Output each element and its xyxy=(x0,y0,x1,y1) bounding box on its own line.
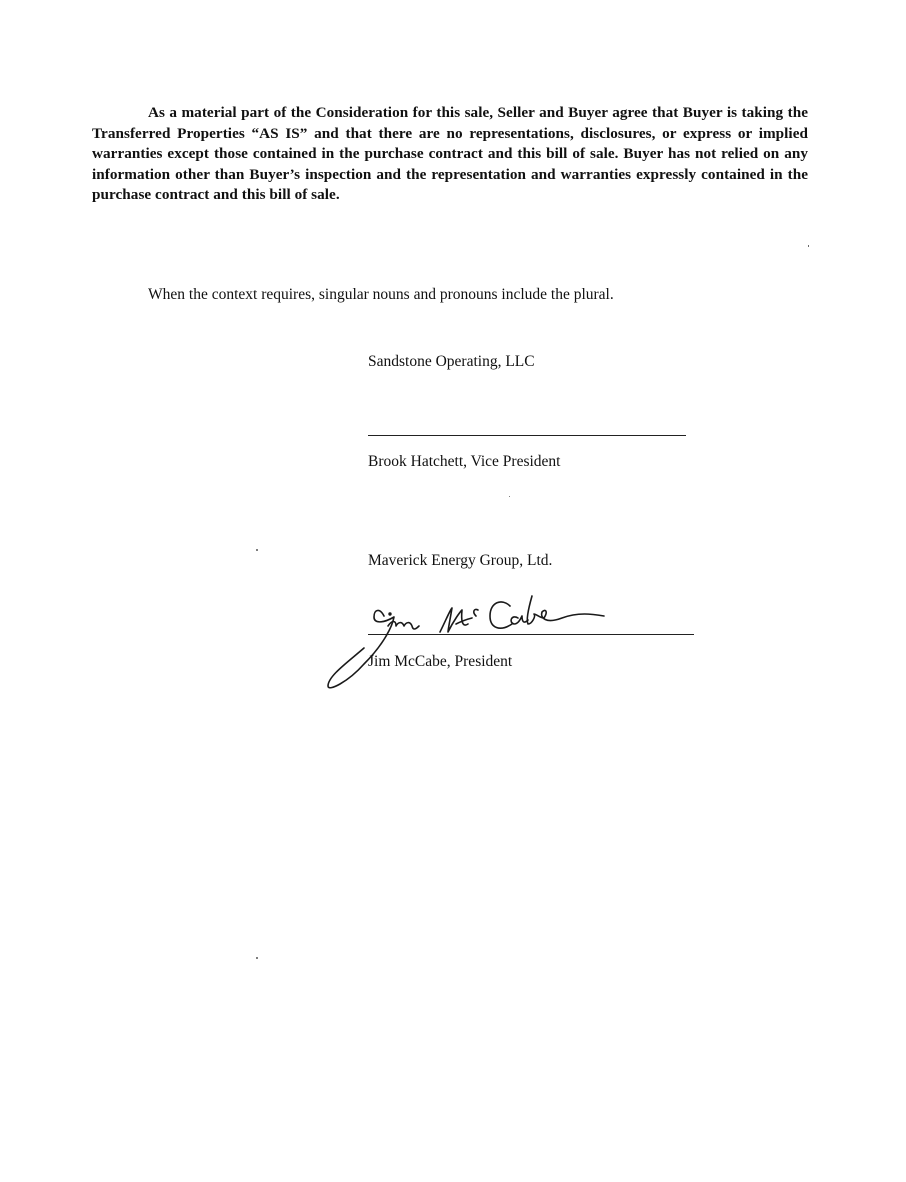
plural-clause: When the context requires, singular nouns and pronouns include the plural. xyxy=(148,286,614,303)
scan-speck xyxy=(256,549,258,551)
as-is-paragraph: As a material part of the Consideration for this sale, Seller and Buyer agree that Buyer is taking the Transferred Properties “AS IS” and that there are no representations, disclosures, or express or implied warranties except those contained in the purchase contract and this bill of sale. Buyer has not relied on any information other than Buyer’s inspection and the representation and warranties expressly contained in the purchase contract and this bill of sale. xyxy=(92,104,808,204)
seller-company-name: Sandstone Operating, LLC xyxy=(368,353,535,370)
scan-speck xyxy=(808,245,809,247)
seller-signature-line xyxy=(368,435,686,436)
scan-speck xyxy=(509,496,510,497)
scan-speck xyxy=(256,957,258,959)
buyer-signer-title: Jim McCabe, President xyxy=(368,653,513,670)
handwritten-signature xyxy=(322,590,622,695)
seller-signer-title: Brook Hatchett, Vice President xyxy=(368,453,561,470)
buyer-company-name: Maverick Energy Group, Ltd. xyxy=(368,552,553,569)
